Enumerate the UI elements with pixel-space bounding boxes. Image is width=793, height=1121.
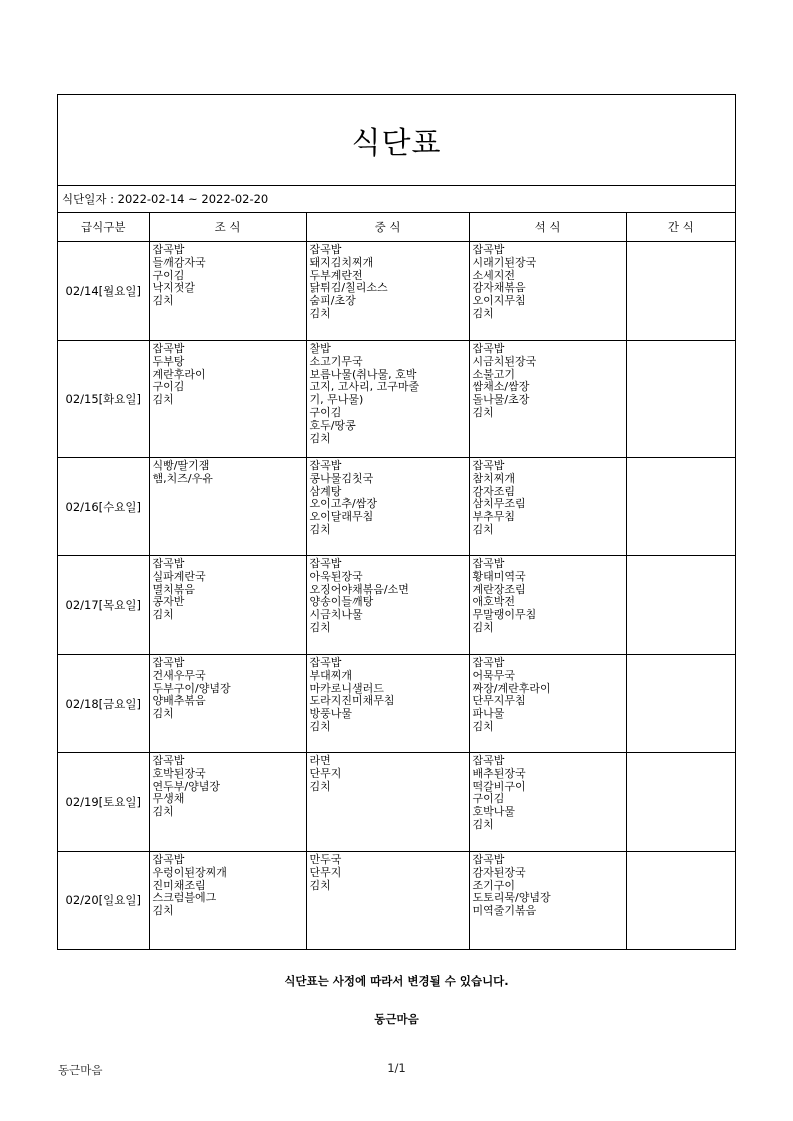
menu-item: 오징어야채볶음/소면 xyxy=(309,582,409,596)
menu-item: 구이김 xyxy=(152,268,185,282)
menu-item: 김치 xyxy=(309,522,331,536)
menu-item: 잡곡밥 xyxy=(152,557,185,570)
page-number: 1/1 xyxy=(387,1061,406,1075)
menu-item: 김치 xyxy=(472,306,494,320)
menu-item: 시래기된장국 xyxy=(472,255,537,269)
menu-item: 잡곡밥 xyxy=(152,754,185,767)
menu-item: 잡곡밥 xyxy=(472,557,505,570)
menu-item: 부추무침 xyxy=(472,510,516,524)
snack-cell xyxy=(626,458,735,556)
menu-item: 실파계란국 xyxy=(152,569,206,583)
menu-item: 식빵/딸기잼 xyxy=(152,459,210,472)
menu-item: 시금치된장국 xyxy=(472,354,537,368)
lunch-cell xyxy=(306,341,469,458)
day-label: 02/17[목요일] xyxy=(58,556,149,655)
menu-item: 김치 xyxy=(152,294,174,308)
table-row xyxy=(58,655,735,753)
header-dinner: 석 식 xyxy=(469,213,626,242)
menu-item: 단무지 xyxy=(309,766,342,780)
table-row xyxy=(58,341,735,458)
menu-item: 만두국 xyxy=(309,853,342,866)
menu-item: 돼지김치찌개 xyxy=(309,255,374,269)
menu-item: 무말랭이무침 xyxy=(472,608,537,622)
breakfast-cell xyxy=(149,341,306,458)
menu-item: 파나물 xyxy=(472,707,505,721)
day-label: 02/15[화요일] xyxy=(58,341,149,458)
lunch-cell xyxy=(306,852,469,949)
menu-item: 시금치나물 xyxy=(309,608,363,622)
menu-item: 잡곡밥 xyxy=(472,243,505,256)
lunch-cell xyxy=(306,556,469,655)
menu-item: 감자된장국 xyxy=(472,865,526,879)
menu-item: 도라지진미채무침 xyxy=(309,694,395,708)
dinner-cell xyxy=(469,556,626,655)
menu-item: 보름나물(취나물, 호박 xyxy=(309,367,417,381)
header-category: 급식구분 xyxy=(58,213,149,242)
menu-item: 삼계탕 xyxy=(309,484,342,498)
snack-cell xyxy=(626,341,735,458)
menu-item: 김치 xyxy=(152,393,174,407)
table-row xyxy=(58,852,735,949)
dinner-cell xyxy=(469,341,626,458)
menu-item: 떡갈비구이 xyxy=(472,779,526,793)
menu-item: 숨피/초장 xyxy=(309,294,356,308)
menu-item: 삼치무조림 xyxy=(472,497,526,511)
menu-item: 소불고기 xyxy=(472,367,516,381)
menu-item: 미역줄기볶음 xyxy=(472,904,537,918)
menu-item: 잡곡밥 xyxy=(309,656,342,669)
menu-item: 오이고추/쌈장 xyxy=(309,497,377,511)
menu-item: 두부구이/양념장 xyxy=(152,681,231,695)
header-breakfast: 조 식 xyxy=(149,213,306,242)
menu-item: 양송이들깨탕 xyxy=(309,595,374,609)
menu-item: 김치 xyxy=(152,707,174,721)
menu-item: 김치 xyxy=(309,620,331,634)
menu-item: 두부계란전 xyxy=(309,268,363,282)
menu-item: 잡곡밥 xyxy=(152,853,185,866)
menu-item: 오이달래무침 xyxy=(309,510,374,524)
menu-item: 김치 xyxy=(309,719,331,733)
day-label: 02/19[토요일] xyxy=(58,753,149,852)
menu-item: 잡곡밥 xyxy=(152,656,185,669)
menu-item: 고지, 고사리, 고구마줄 xyxy=(309,380,420,394)
menu-item: 멸치볶음 xyxy=(152,582,196,596)
menu-item: 구이김 xyxy=(472,792,505,806)
table-row xyxy=(58,753,735,852)
menu-item: 김치 xyxy=(309,779,331,793)
menu-item: 김치 xyxy=(472,719,494,733)
dinner-cell xyxy=(469,458,626,556)
menu-item: 소고기무국 xyxy=(309,354,363,368)
snack-cell xyxy=(626,852,735,949)
breakfast-cell xyxy=(149,655,306,753)
menu-item: 방풍나물 xyxy=(309,707,353,721)
menu-item: 진미채조림 xyxy=(152,878,206,892)
menu-item: 아욱된장국 xyxy=(309,569,363,583)
menu-item: 김치 xyxy=(152,608,174,622)
menu-item: 잡곡밥 xyxy=(309,243,342,256)
menu-item: 구이김 xyxy=(152,380,185,394)
menu-item: 김치 xyxy=(309,431,331,445)
menu-item: 햄,치즈/우유 xyxy=(152,471,213,485)
snack-cell xyxy=(626,242,735,341)
footer-organization: 동근마음 xyxy=(58,1063,103,1077)
menu-item: 호두/땅콩 xyxy=(309,418,356,432)
table-row xyxy=(58,242,735,341)
menu-item: 잡곡밥 xyxy=(152,342,185,355)
menu-sheet xyxy=(57,94,736,950)
menu-item: 단무지무침 xyxy=(472,694,526,708)
menu-item: 감자조림 xyxy=(472,484,516,498)
dinner-cell xyxy=(469,852,626,949)
menu-item: 김치 xyxy=(309,306,331,320)
menu-item: 계란후라이 xyxy=(152,367,206,381)
day-label: 02/18[금요일] xyxy=(58,655,149,753)
header-lunch: 중 식 xyxy=(306,213,469,242)
menu-item: 쌈채소/쌈장 xyxy=(472,380,530,394)
menu-item: 콩자반 xyxy=(152,595,185,609)
breakfast-cell xyxy=(149,753,306,852)
menu-item: 라면 xyxy=(309,754,331,767)
table-header-row xyxy=(58,213,735,242)
table-row xyxy=(58,556,735,655)
breakfast-cell xyxy=(149,242,306,341)
menu-item: 잡곡밥 xyxy=(472,853,505,866)
menu-item: 들깨감자국 xyxy=(152,255,206,269)
breakfast-cell xyxy=(149,556,306,655)
menu-item: 닭튀김/칠리소스 xyxy=(309,281,388,295)
menu-item: 잡곡밥 xyxy=(152,243,185,256)
menu-item: 찰밥 xyxy=(309,342,331,355)
menu-item: 애호박전 xyxy=(472,595,516,609)
snack-cell xyxy=(626,753,735,852)
day-label: 02/20[일요일] xyxy=(58,852,149,949)
menu-period: 식단일자 : 2022-02-14 ~ 2022-02-20 xyxy=(58,186,735,213)
menu-item: 김치 xyxy=(472,817,494,831)
header-snack: 간 식 xyxy=(626,213,735,242)
menu-item: 잡곡밥 xyxy=(472,342,505,355)
menu-item: 무생채 xyxy=(152,792,185,806)
menu-item: 마카로니샐러드 xyxy=(309,681,384,695)
menu-item: 기, 무나물) xyxy=(309,393,364,407)
menu-item: 황태미역국 xyxy=(472,569,526,583)
menu-item: 계란장조림 xyxy=(472,582,526,596)
page-title: 식단표 xyxy=(58,95,735,186)
menu-item: 참치찌개 xyxy=(472,471,516,485)
menu-item: 어묵무국 xyxy=(472,668,516,682)
snack-cell xyxy=(626,556,735,655)
dinner-cell xyxy=(469,242,626,341)
menu-item: 호박나물 xyxy=(472,805,516,819)
menu-item: 도토리묵/양념장 xyxy=(472,891,551,905)
menu-item: 잡곡밥 xyxy=(472,459,505,472)
lunch-cell xyxy=(306,753,469,852)
menu-item: 연두부/양념장 xyxy=(152,779,220,793)
menu-item: 잡곡밥 xyxy=(309,557,342,570)
lunch-cell xyxy=(306,458,469,556)
dinner-cell xyxy=(469,753,626,852)
menu-item: 낙지젓갈 xyxy=(152,281,196,295)
menu-item: 조기구이 xyxy=(472,878,516,892)
menu-item: 두부탕 xyxy=(152,354,185,368)
menu-item: 부대찌개 xyxy=(309,668,353,682)
menu-item: 김치 xyxy=(472,405,494,419)
menu-item: 김치 xyxy=(472,620,494,634)
menu-item: 김치 xyxy=(152,904,174,918)
menu-item: 김치 xyxy=(309,878,331,892)
menu-item: 구이김 xyxy=(309,405,342,419)
menu-table xyxy=(58,213,735,949)
menu-item: 잡곡밥 xyxy=(472,656,505,669)
organization-name: 동근마음 xyxy=(374,1012,419,1026)
breakfast-cell xyxy=(149,852,306,949)
menu-item: 김치 xyxy=(152,805,174,819)
lunch-cell xyxy=(306,655,469,753)
menu-item: 오이지무침 xyxy=(472,294,526,308)
menu-item: 양배추볶음 xyxy=(152,694,206,708)
day-label: 02/16[수요일] xyxy=(58,458,149,556)
snack-cell xyxy=(626,655,735,753)
menu-item: 김치 xyxy=(472,522,494,536)
menu-item: 감자채볶음 xyxy=(472,281,526,295)
menu-item: 건새우무국 xyxy=(152,668,206,682)
menu-item: 단무지 xyxy=(309,865,342,879)
dinner-cell xyxy=(469,655,626,753)
menu-item: 우렁이된장찌개 xyxy=(152,865,227,879)
menu-item: 스크럼블에그 xyxy=(152,891,217,905)
breakfast-cell xyxy=(149,458,306,556)
menu-item: 잡곡밥 xyxy=(309,459,342,472)
menu-item: 호박된장국 xyxy=(152,766,206,780)
menu-item: 소세지전 xyxy=(472,268,516,282)
menu-item: 배추된장국 xyxy=(472,766,526,780)
menu-item: 잡곡밥 xyxy=(472,754,505,767)
menu-item: 돌나물/초장 xyxy=(472,393,530,407)
change-notice: 식단표는 사정에 따라서 변경될 수 있습니다. xyxy=(284,974,509,988)
menu-item: 콩나물김칫국 xyxy=(309,471,374,485)
menu-item: 짜장/계란후라이 xyxy=(472,681,551,695)
lunch-cell xyxy=(306,242,469,341)
day-label: 02/14[월요일] xyxy=(58,242,149,341)
table-row xyxy=(58,458,735,556)
